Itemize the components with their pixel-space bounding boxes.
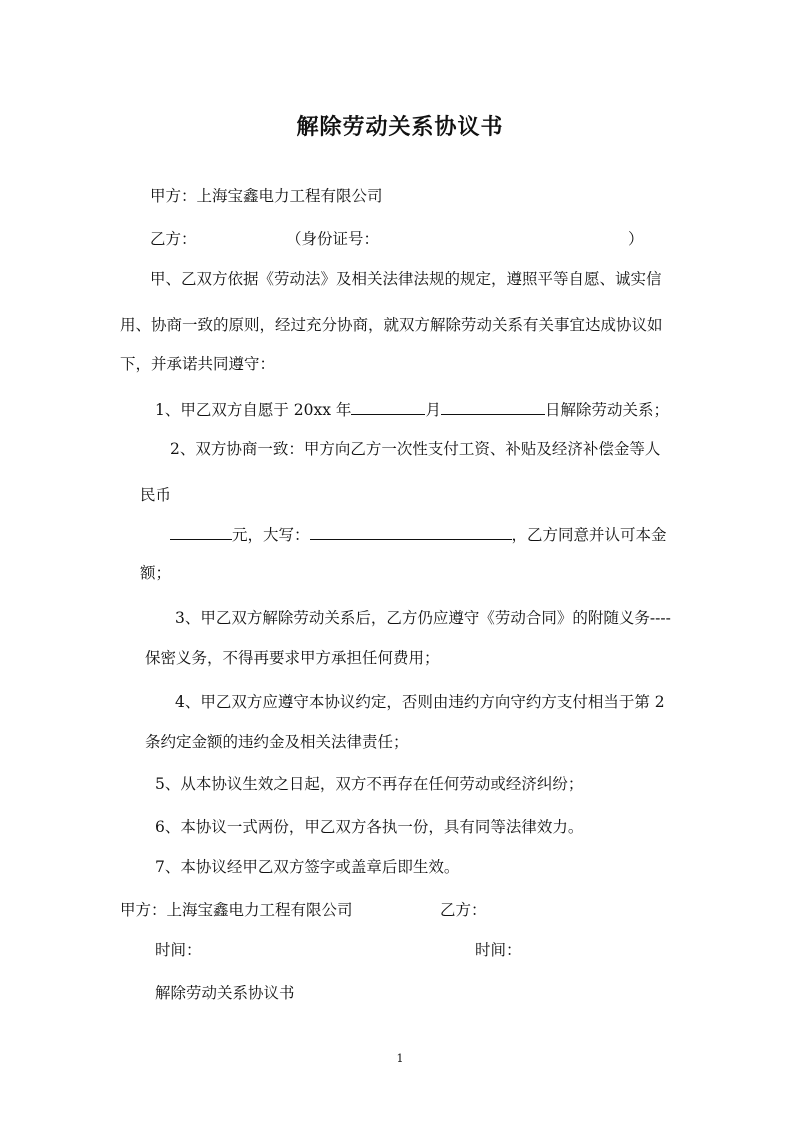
time-party-b: 时间： [475, 941, 522, 959]
footer-title: 解除劳动关系协议书 [155, 984, 295, 1002]
id-number-label: （身份证号： [286, 230, 380, 248]
intro-line-2: 用、协商一致的原则，经过充分协商，就双方解除劳动关系有关事宜达成协议如 [120, 316, 663, 334]
clause-3-line-1: 3、甲乙双方解除劳动关系后，乙方仍应遵守《劳动合同》的附随义务---- [175, 609, 671, 627]
party-b-label: 乙方： [150, 230, 197, 248]
party-a-line: 甲方：上海宝鑫电力工程有限公司 [150, 187, 383, 205]
clause-2-line-3 [170, 523, 667, 545]
clause-2-confirm-text: ，乙方同意并认可本金 [511, 526, 667, 544]
page-number: 1 [396, 1052, 404, 1065]
amount-words-blank [310, 523, 512, 540]
clause-1-text-c: 日解除劳动关系； [544, 401, 669, 419]
signature-party-b: 乙方： [440, 901, 487, 919]
clause-1 [155, 398, 669, 420]
clause-4-line-1: 4、甲乙双方应遵守本协议约定，否则由违约方向守约方支付相当于第 2 [175, 693, 665, 711]
clause-5: 5、从本协议生效之日起，双方不再存在任何劳动或经济纠纷； [155, 775, 584, 793]
time-party-a: 时间： [155, 941, 202, 959]
intro-line-1: 甲、乙双方依据《劳动法》及相关法律法规的规定，遵照平等自愿、诚实信 [150, 270, 662, 288]
document-title: 解除劳动关系协议书 [296, 115, 504, 140]
clause-2-line-2: 民币 [140, 486, 172, 504]
clause-1-text-a: 1、甲乙双方自愿于 20xx 年 [155, 401, 352, 419]
clause-1-text-b: 月 [425, 401, 441, 419]
day-blank [441, 398, 545, 415]
id-number-close: ） [628, 230, 644, 248]
clause-2-line-4: 额； [140, 564, 172, 582]
month-blank [351, 398, 425, 415]
intro-line-3: 下，并承诺共同遵守： [120, 355, 276, 373]
signature-party-a: 甲方：上海宝鑫电力工程有限公司 [120, 901, 353, 919]
clause-7: 7、本协议经甲乙双方签字或盖章后即生效。 [155, 858, 460, 876]
clause-6: 6、本协议一式两份，甲乙双方各执一份，具有同等法律效力。 [155, 818, 584, 836]
amount-blank [170, 523, 232, 540]
clause-2-amount-label: 元，大写： [232, 526, 310, 544]
clause-4-line-2: 条约定金额的违约金及相关法律责任； [145, 733, 409, 751]
clause-2-line-1: 2、双方协商一致：甲方向乙方一次性支付工资、补贴及经济补偿金等人 [170, 440, 661, 458]
clause-3-line-2: 保密义务，不得再要求甲方承担任何费用； [145, 649, 440, 667]
